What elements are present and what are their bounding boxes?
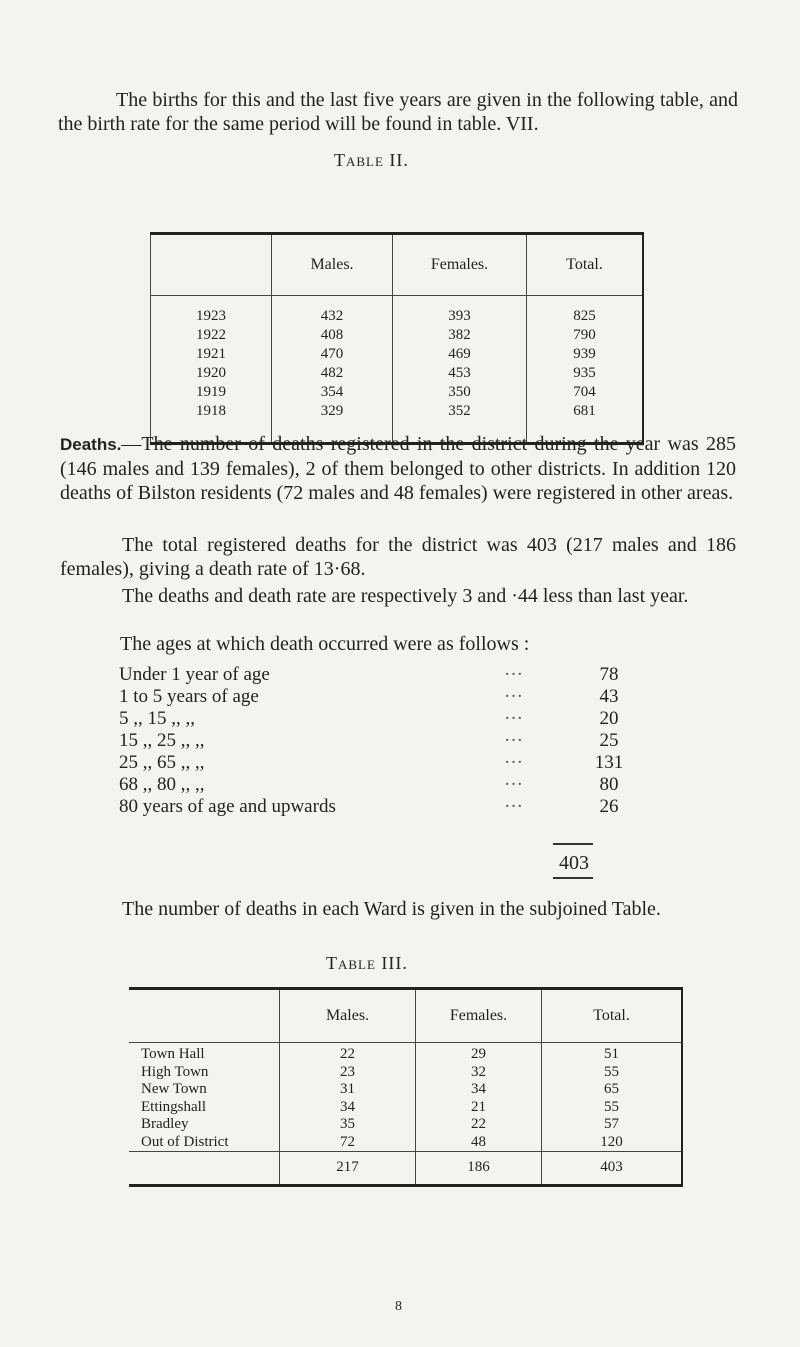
females-cell: 21 (416, 1099, 542, 1117)
age-group-count: 26 (599, 796, 619, 817)
ages-total: 403 (559, 852, 589, 874)
list-item (119, 752, 639, 774)
leader-dots: ··· (504, 774, 523, 795)
females-cell: 469 (393, 345, 527, 364)
deaths-heading: Deaths. (60, 435, 122, 454)
females-cell: 453 (393, 364, 527, 383)
year-cell: 1922 (151, 326, 272, 345)
header-females: Females. (416, 989, 542, 1043)
females-cell: 352 (393, 402, 527, 444)
table-header-row (151, 234, 644, 296)
table-iii-caption: Table III. (326, 953, 408, 973)
females-cell: 32 (416, 1064, 542, 1082)
list-item (119, 774, 639, 796)
list-item (119, 708, 639, 730)
table-row (151, 383, 644, 402)
year-cell: 1920 (151, 364, 272, 383)
header-males: Males. (272, 234, 393, 296)
males-cell: 23 (280, 1064, 416, 1082)
total-cell: 55 (542, 1099, 683, 1117)
totals-label (129, 1152, 280, 1186)
totals-males: 217 (280, 1152, 416, 1186)
header-total: Total. (527, 234, 644, 296)
males-cell: 72 (280, 1134, 416, 1152)
births-table (150, 232, 644, 445)
table-row (129, 1116, 682, 1134)
total-deaths-paragraph: The total registered deaths for the district was 403 (217 males and 186 females), giving a death rate of 13·68. (60, 534, 736, 580)
totals-row (129, 1152, 682, 1186)
age-group-label: 68 ,, 80 ,, ,, (119, 774, 205, 795)
age-group-count: 25 (599, 730, 619, 751)
males-cell: 329 (272, 402, 393, 444)
ward-name-cell: New Town (141, 1081, 207, 1097)
age-group-count: 131 (594, 752, 624, 773)
age-group-count: 20 (599, 708, 619, 729)
table-row (151, 326, 644, 345)
females-cell: 34 (416, 1081, 542, 1099)
year-cell: 1918 (151, 402, 272, 444)
ward-paragraph: The number of deaths in each Ward is given in the subjoined Table. (122, 898, 661, 920)
males-cell: 34 (280, 1099, 416, 1117)
births-intro-paragraph: The births for this and the last five years are given in the following table, and the birth rate for the same period will be found in table. VII. (58, 89, 738, 135)
table-row (151, 296, 644, 327)
males-cell: 35 (280, 1116, 416, 1134)
ages-intro-paragraph: The ages at which death occurred were as follows : (120, 633, 530, 655)
age-group-count: 78 (599, 664, 619, 685)
table-header-blank (151, 234, 272, 296)
males-cell: 482 (272, 364, 393, 383)
leader-dots: ··· (504, 796, 523, 817)
page-number: 8 (395, 1299, 402, 1314)
age-group-label: 80 years of age and upwards (119, 796, 336, 817)
total-cell: 65 (542, 1081, 683, 1099)
age-group-label: Under 1 year of age (119, 664, 270, 685)
ward-name-cell: Ettingshall (141, 1098, 206, 1115)
ages-total-underline (553, 877, 593, 879)
total-cell: 681 (527, 402, 644, 444)
header-total: Total. (542, 989, 683, 1043)
age-group-label: 1 to 5 years of age (119, 686, 259, 707)
females-cell: 350 (393, 383, 527, 402)
age-group-count: 80 (599, 774, 619, 795)
ward-name-cell: Out of District (141, 1133, 229, 1150)
total-cell: 790 (527, 326, 644, 345)
females-cell: 393 (393, 296, 527, 327)
age-group-count: 43 (599, 686, 619, 707)
ward-name-cell: Bradley (141, 1116, 189, 1132)
table-row (129, 1043, 682, 1064)
females-cell: 29 (416, 1043, 542, 1064)
total-cell: 935 (527, 364, 644, 383)
ages-sum-rule (553, 843, 593, 845)
ward-deaths-table (129, 987, 683, 1187)
males-cell: 432 (272, 296, 393, 327)
leader-dots: ··· (504, 664, 523, 685)
leader-dots: ··· (504, 752, 523, 773)
ward-table-body (129, 1043, 682, 1152)
totals-total: 403 (542, 1152, 683, 1186)
table-row (151, 345, 644, 364)
females-cell: 22 (416, 1116, 542, 1134)
ward-name-cell: Town Hall (141, 1046, 205, 1062)
table-header-blank (129, 989, 280, 1043)
age-group-label: 5 ,, 15 ,, ,, (119, 708, 195, 729)
table-header-row (129, 989, 682, 1043)
males-cell: 31 (280, 1081, 416, 1099)
leader-dots: ··· (504, 730, 523, 751)
table-ii-caption: Table II. (334, 150, 409, 170)
females-cell: 48 (416, 1134, 542, 1152)
age-group-label: 25 ,, 65 ,, ,, (119, 752, 205, 773)
table-row (129, 1081, 682, 1099)
year-cell: 1919 (151, 383, 272, 402)
year-cell: 1921 (151, 345, 272, 364)
total-cell: 55 (542, 1064, 683, 1082)
header-males: Males. (280, 989, 416, 1043)
total-cell: 825 (527, 296, 644, 327)
year-cell: 1923 (151, 296, 272, 327)
total-cell: 120 (542, 1134, 683, 1152)
leader-dots: ··· (504, 686, 523, 707)
table-row (129, 1099, 682, 1117)
table-row (151, 364, 644, 383)
list-item (119, 664, 639, 686)
total-cell: 939 (527, 345, 644, 364)
list-item (119, 730, 639, 752)
ward-name-cell: High Town (141, 1063, 209, 1080)
males-cell: 22 (280, 1043, 416, 1064)
list-item (119, 796, 639, 818)
males-cell: 470 (272, 345, 393, 364)
leader-dots: ··· (504, 708, 523, 729)
header-females: Females. (393, 234, 527, 296)
comparison-paragraph: The deaths and death rate are respectively 3 and ·44 less than last year. (122, 585, 689, 607)
age-group-label: 15 ,, 25 ,, ,, (119, 730, 205, 751)
births-table-body (151, 296, 644, 444)
males-cell: 408 (272, 326, 393, 345)
total-cell: 51 (542, 1043, 683, 1064)
table-row (129, 1064, 682, 1082)
total-cell: 704 (527, 383, 644, 402)
table-row (129, 1134, 682, 1152)
totals-females: 186 (416, 1152, 542, 1186)
deaths-text: —The number of deaths registered in the district during the year was 285 (146 males and 139 females), 2 of them belonged to other districts. In addition 120 deaths of Bilston residents (72 males and 48 females) were registered in other areas. (60, 433, 736, 504)
males-cell: 354 (272, 383, 393, 402)
deaths-paragraph (60, 432, 736, 505)
list-item (119, 686, 639, 708)
females-cell: 382 (393, 326, 527, 345)
total-cell: 57 (542, 1116, 683, 1134)
ages-list (119, 664, 639, 818)
